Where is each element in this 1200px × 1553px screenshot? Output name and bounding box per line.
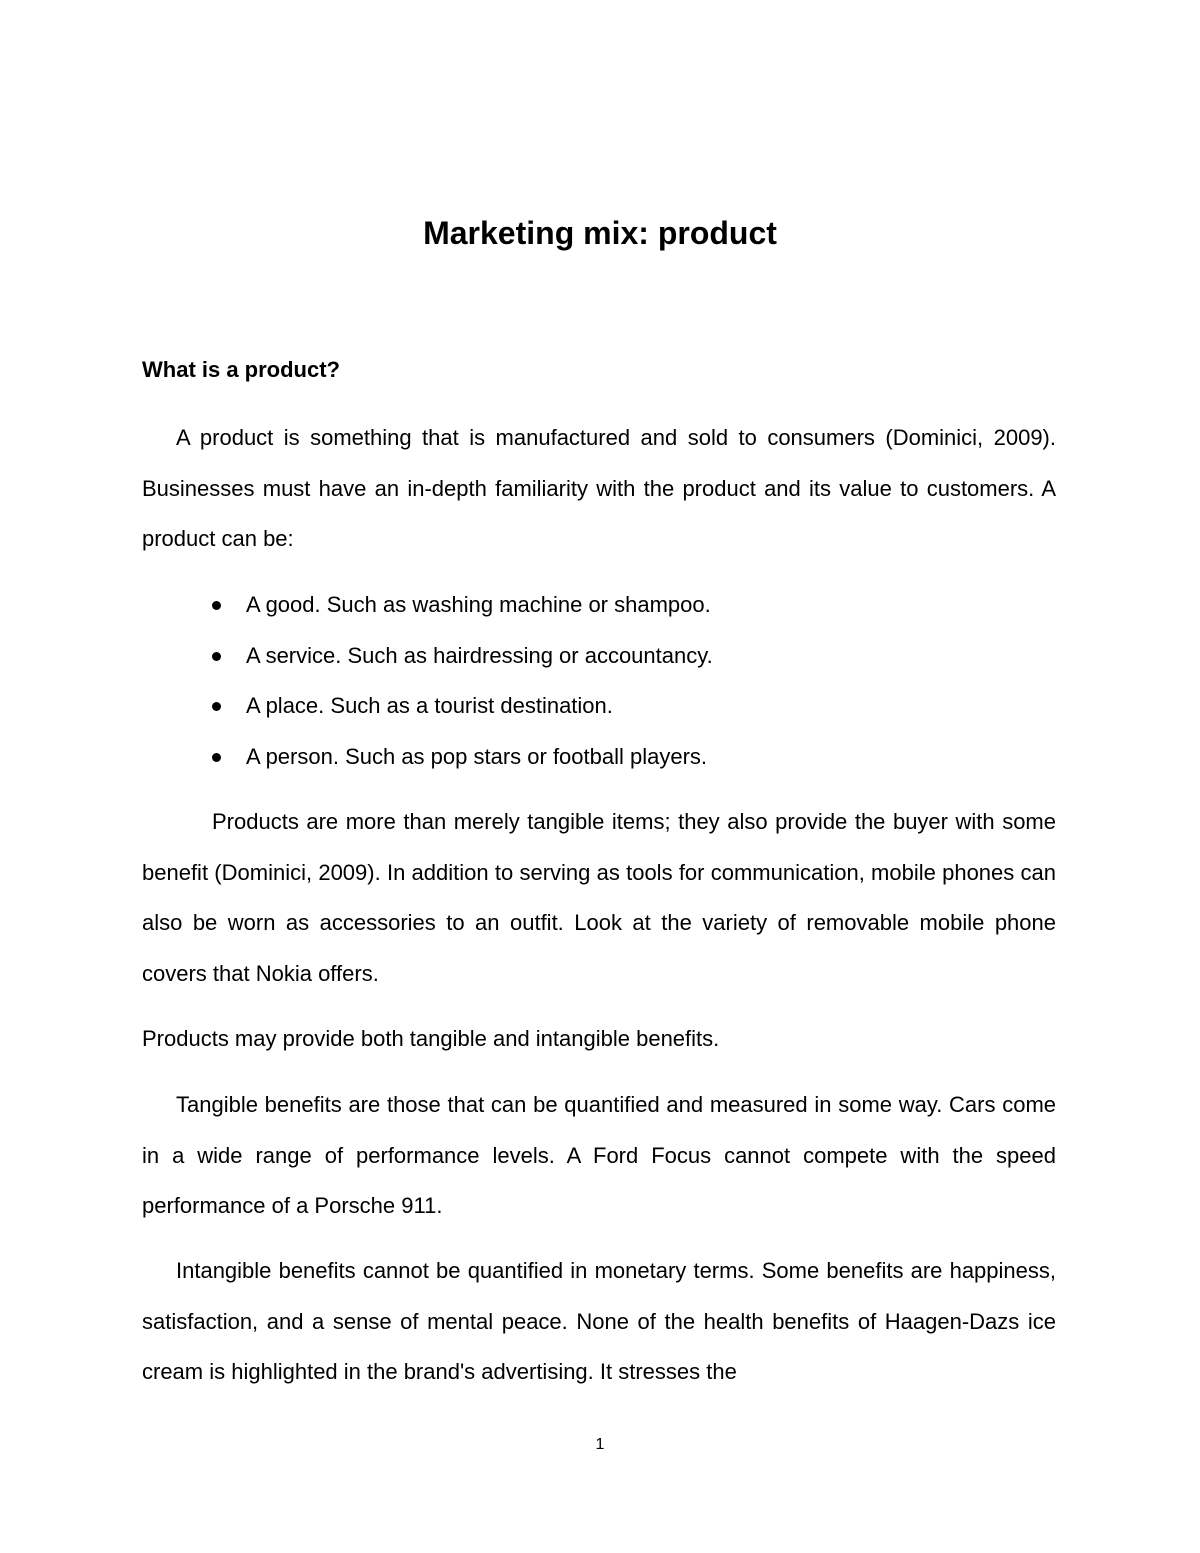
- paragraph-intangible-benefits: Intangible benefits cannot be quantified in monetary terms. Some benefits are happiness, satisfaction, and a sense of mental peace. None of the health benefits of Haagen-Dazs ice cream is highlighted in the brand's advertising. It stresses the: [142, 1258, 1056, 1384]
- paragraph-tangible-intangible: Products may provide both tangible and intangible benefits.: [142, 1026, 720, 1051]
- list-item: [142, 732, 713, 783]
- list-item-text: A person. Such as pop stars or football players.: [246, 743, 708, 769]
- list-item-text: A place. Such as a tourist destination.: [246, 693, 613, 718]
- list-item: [142, 580, 713, 631]
- section-heading: What is a product?: [142, 357, 340, 382]
- page-number: 1: [595, 1436, 605, 1453]
- bullet-icon: [212, 753, 221, 762]
- document-title: Marketing mix: product: [423, 215, 777, 251]
- bullet-icon: [212, 652, 221, 661]
- bullet-icon: [212, 702, 221, 711]
- list-item-text: A service. Such as hairdressing or accountancy.: [246, 642, 713, 668]
- list-item: [142, 681, 713, 732]
- list-item: [142, 631, 713, 682]
- paragraph-tangible-benefits: Tangible benefits are those that can be quantified and measured in some way. Cars come in a wide range of performance levels. A Ford Focus cannot compete with the speed performance of a Porsche 911.: [142, 1092, 1056, 1218]
- list-item-text: A good. Such as washing machine or shampoo.: [246, 592, 711, 617]
- paragraph-definition: A product is something that is manufactured and sold to consumers (Dominici, 2009). Businesses must have an in-depth familiarity with the product and its value to customers. A product can be:: [142, 425, 1056, 551]
- paragraph-benefits: Products are more than merely tangible items; they also provide the buyer with some benefit (Dominici, 2009). In addition to serving as tools for communication, mobile phones can also be worn as accessories to an outfit. Look at the variety of removable mobile phone covers that Nokia offers.: [142, 809, 1056, 986]
- bullet-icon: [212, 601, 221, 610]
- product-types-list: [142, 580, 713, 782]
